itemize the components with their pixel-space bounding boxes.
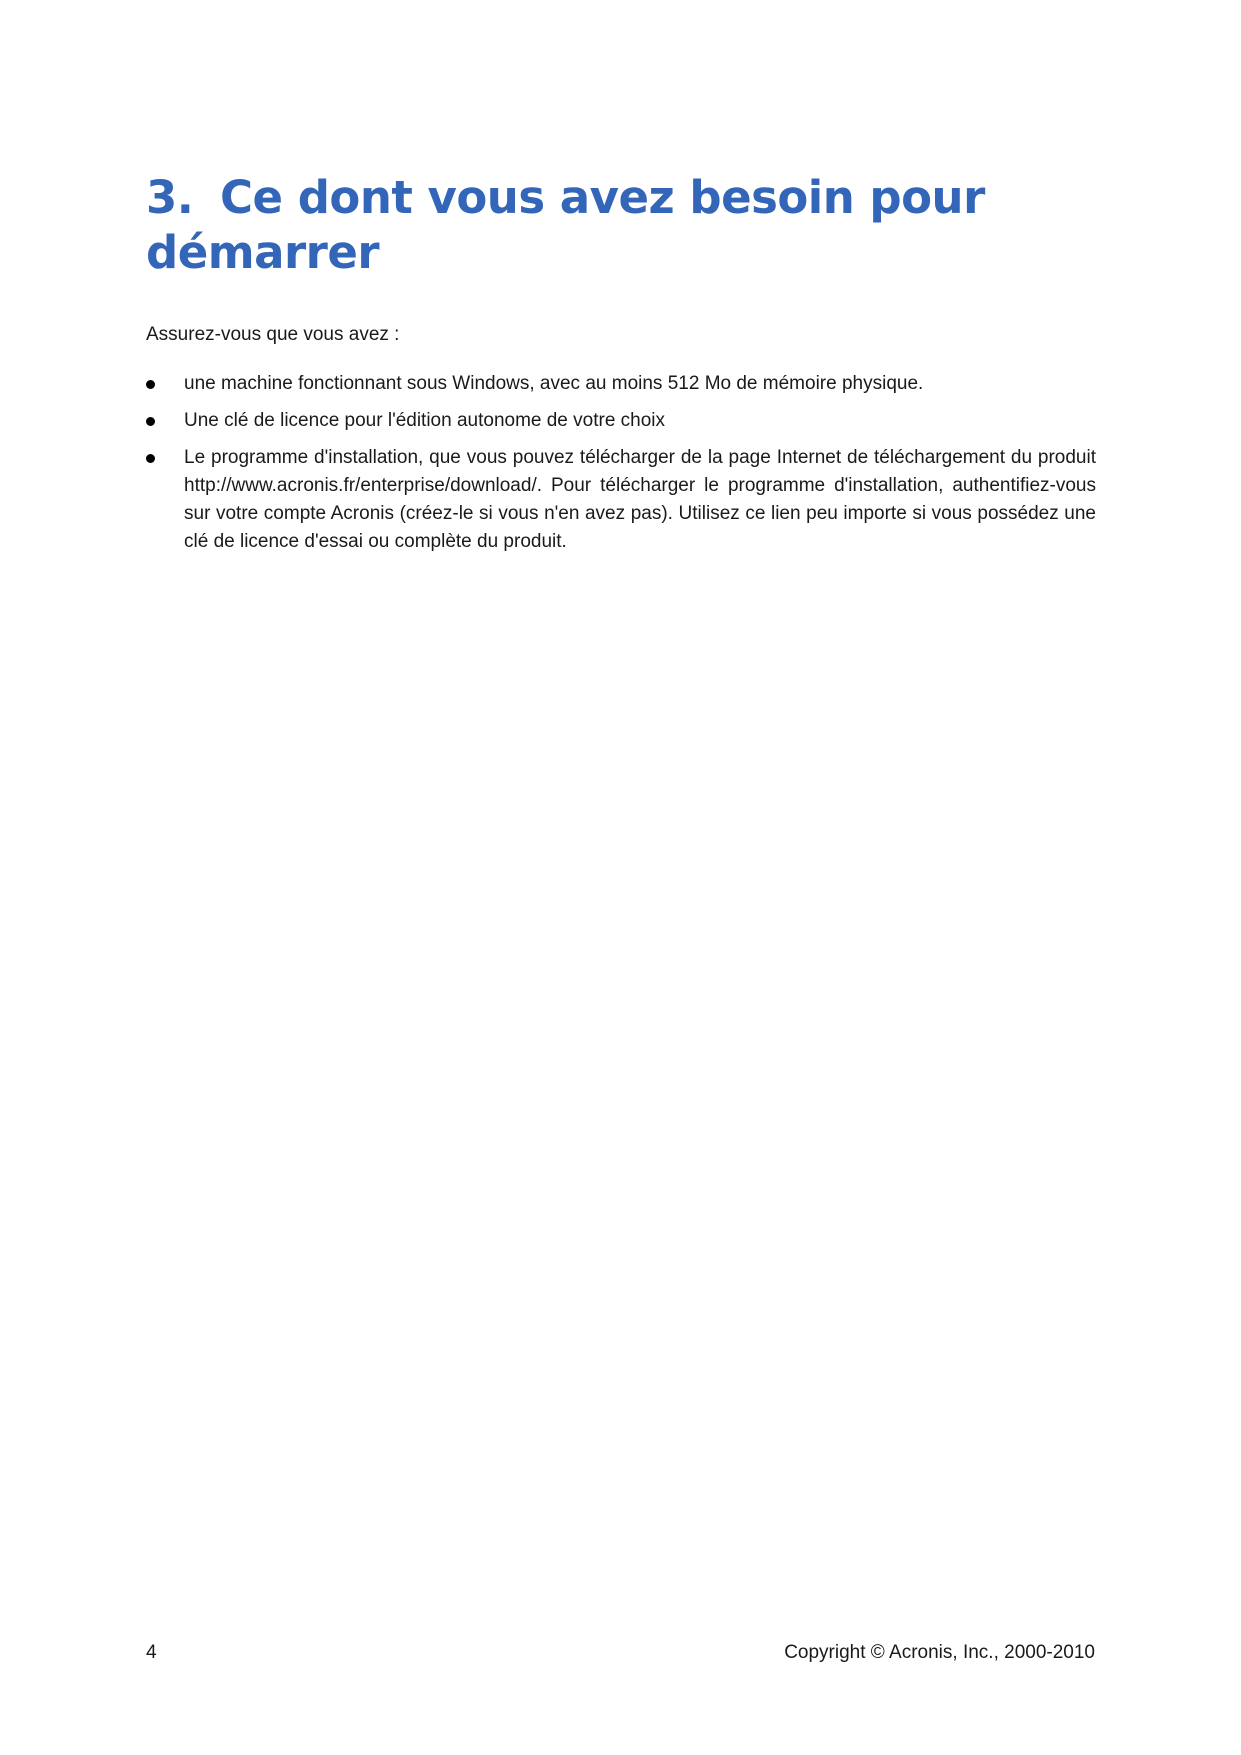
heading-line-1: Ce dont vous avez besoin pour xyxy=(220,171,985,224)
intro-text: Assurez-vous que vous avez : xyxy=(146,324,400,345)
bullet-icon xyxy=(146,454,155,463)
footer-page-number: 4 xyxy=(146,1642,157,1663)
page-heading xyxy=(146,170,1106,280)
heading-line-2: démarrer xyxy=(146,226,380,279)
list-item-text: une machine fonctionnant sous Windows, avec au moins 512 Mo de mémoire physique. xyxy=(184,373,924,394)
bullet-icon xyxy=(146,380,155,389)
heading-number: 3. xyxy=(146,171,194,224)
list-item-text: Le programme d'installation, que vous pouvez télécharger de la page Internet de téléchargement du produit http://www.acronis.fr/enterprise/download/. Pour télécharger le programme d'installation, authentifiez-vous sur votre compte Acronis (créez-le si vous n'en avez pas). Utilisez ce lien peu importe si vous possédez une clé de licence d'essai ou complète du produit. xyxy=(184,447,1096,552)
footer-copyright: Copyright © Acronis, Inc., 2000-2010 xyxy=(784,1642,1095,1663)
list-item xyxy=(146,370,1096,398)
bullet-icon xyxy=(146,417,155,426)
list-item xyxy=(146,444,1096,556)
list-item xyxy=(146,407,1096,435)
requirements-list xyxy=(146,370,1096,565)
list-item-text: Une clé de licence pour l'édition autonome de votre choix xyxy=(184,410,666,431)
